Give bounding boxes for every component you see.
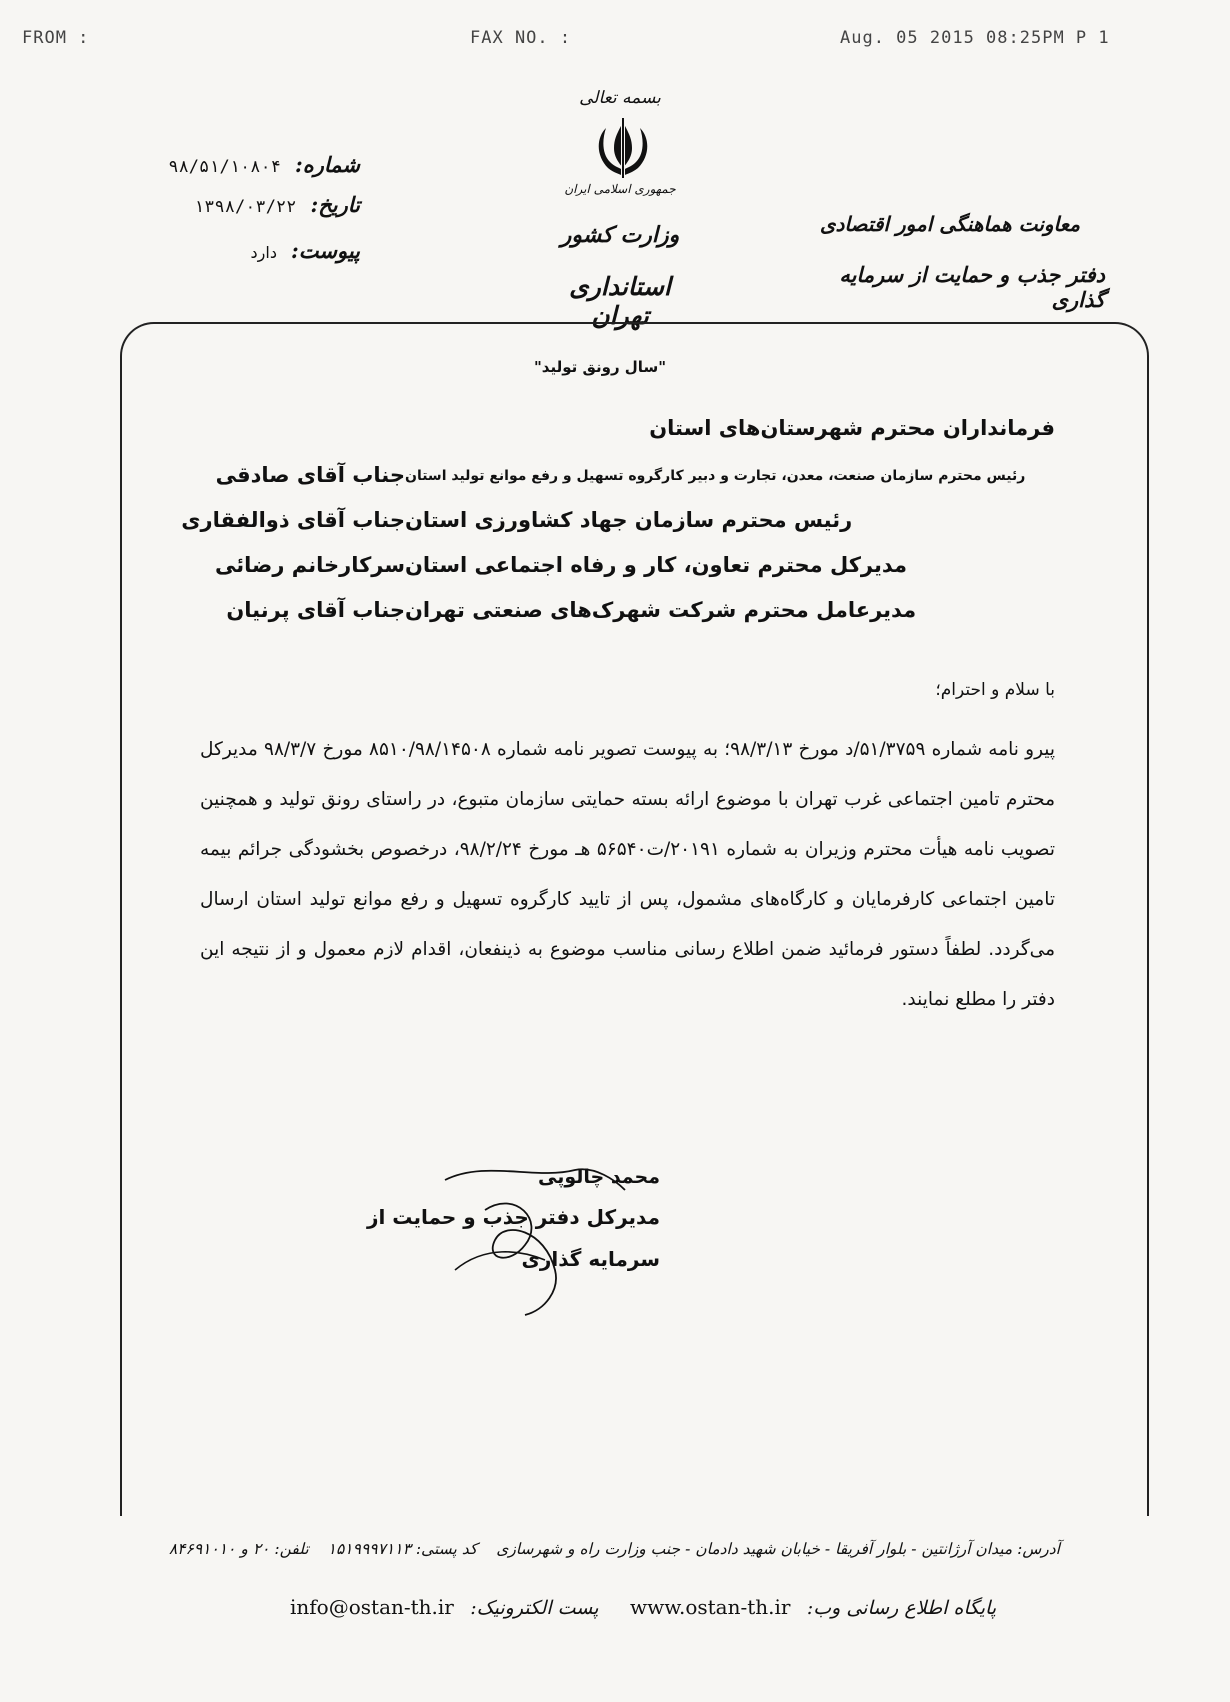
addressee-row — [200, 463, 1070, 487]
addressee-title: مدیرکل محترم تعاون، کار و رفاه اجتماعی استان — [405, 553, 908, 577]
email-label: پست الکترونیک: — [470, 1597, 599, 1619]
letter-attachment — [160, 238, 360, 263]
addressee-title: رئیس محترم سازمان جهاد کشاورزی استان — [405, 508, 853, 532]
addressee-title: رئیس محترم سازمان صنعت، معدن، تجارت و دبیر کارگروه تسهیل و رفع موانع تولید استان — [405, 468, 1026, 484]
addressee-name: جناب آقای صادقی — [215, 463, 405, 487]
website-link[interactable]: www.ostan-th.ir — [630, 1595, 791, 1619]
footer-phone: تلفن: ۲۰ و ۸۴۶۹۱۰۱۰ — [168, 1540, 309, 1558]
footer-address: آدرس: میدان آرژانتین - بلوار آفریقا - خیابان شهید دادمان - جنب وزارت راه و شهرسازی — [496, 1540, 1060, 1558]
addressee-name: سرکارخانم رضائی — [215, 553, 405, 577]
signatory-title-line1: مدیرکل دفتر جذب و حمایت از — [366, 1205, 660, 1229]
website-label: پایگاه اطلاع رسانی وب: — [806, 1597, 997, 1619]
signatory-name: محمد چالوپی — [537, 1166, 660, 1188]
addressee-row — [181, 508, 1070, 532]
office-name: دفتر جذب و حمایت از سرمایه گذاری — [839, 262, 1105, 312]
number-label: شماره: — [294, 152, 360, 177]
iran-emblem-icon — [590, 118, 656, 180]
footer-contact — [160, 1540, 1060, 1558]
republic-name: جمهوری اسلامی ایران — [564, 182, 676, 196]
letter-body — [200, 725, 1055, 1025]
attachment-value: دارد — [250, 243, 277, 262]
addressee-title: مدیرعامل محترم شرکت شهرک‌های صنعتی تهران — [405, 598, 917, 622]
greeting: با سلام و احترام؛ — [935, 680, 1055, 700]
footer-email — [290, 1595, 599, 1619]
email-link[interactable]: info@ostan-th.ir — [290, 1595, 454, 1619]
slogan: "سال رونق تولید" — [533, 358, 667, 376]
number-value: ۹۸/۵۱/۱۰۸۰۴ — [168, 157, 281, 177]
body-paragraph: پیرو نامه شماره ۵۱/۳۷۵۹/د مورخ ۹۸/۳/۱۳؛ به پیوست تصویر نامه شماره ۸۵۱۰/۹۸/۱۴۵۰۸ مورخ ۹۸/۳/۷ مدیرکل محترم تامین اجتماعی غرب تهران با موضوع ارائه بسته حمایتی سازمان متبوع، در راستای رونق تولید و همچنین تصویب نامه هیأت محترم وزیران به شماره ۲۰۱۹۱/ت۵۶۵۴۰ هـ مورخ ۹۸/۲/۲۴، درخصوص بخشودگی جرائم بیمه تامین اجتماعی کارفرمایان و کارگاه‌های مشمول، پس از تایید کارگروه تسهیل و رفع موانع تولید استان ارسال می‌گردد. لطفاً دستور فرمائید ضمن اطلاع رسانی مناسب موضوع به ذینفعان، اقدام لازم معمول و از نتیجه این دفتر را مطلع نمایند. — [200, 739, 1056, 1010]
footer-website — [630, 1595, 996, 1619]
handwritten-signature — [425, 1150, 645, 1324]
ministry-name: وزارت کشور — [560, 222, 680, 248]
attachment-label: پیوست: — [291, 238, 360, 263]
addressee-name: جناب آقای پرنیان — [226, 598, 405, 622]
footer-postal: کد پستی: ۱۵۱۹۹۹۷۱۱۳ — [327, 1540, 478, 1558]
fax-from: FROM : — [22, 28, 90, 48]
bismillah: بسمه تعالی — [579, 88, 661, 108]
deputy-name: معاونت هماهنگی امور اقتصادی — [819, 212, 1080, 236]
letter-number — [160, 152, 360, 177]
date-label: تاریخ: — [310, 192, 360, 217]
signatory-title-line2: سرمایه گذاری — [521, 1247, 660, 1271]
recipients-heading: فرمانداران محترم شهرستان‌های استان — [649, 416, 1055, 440]
addressee-row — [200, 598, 1070, 622]
letter-date — [160, 192, 360, 217]
governorate-name: استانداری تهران — [569, 272, 671, 330]
addressee-name: جناب آقای ذوالفقاری — [181, 508, 405, 532]
fax-date-page: Aug. 05 2015 08:25PM P 1 — [840, 28, 1110, 48]
addressee-row — [200, 553, 1070, 577]
fax-number: FAX NO. : — [470, 28, 572, 48]
date-value: ۱۳۹۸/۰۳/۲۲ — [194, 197, 297, 217]
